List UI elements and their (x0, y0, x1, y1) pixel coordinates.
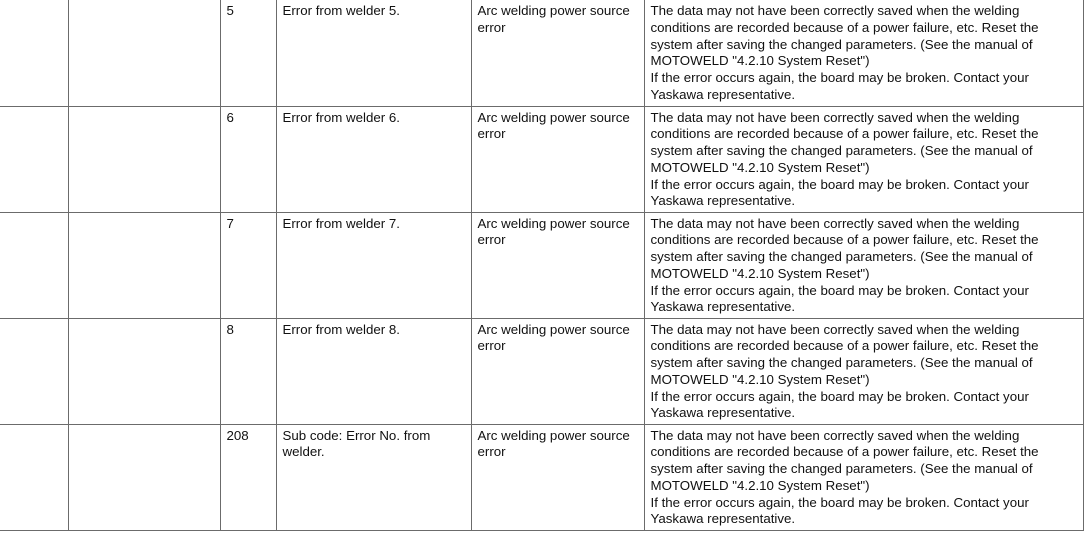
alarm-message-cell (68, 424, 220, 530)
remedy-text: The data may not have been correctly saved when the welding conditions are recorded because of a power failure, etc. Reset the system after saving the changed parameters. (See the manual of MOTOWELD "4.2.10 System Reset") (650, 427, 1039, 493)
remedy-contact-text: If the error occurs again, the board may be broken. Contact your Yaskawa representative. (650, 494, 1029, 527)
table-row (0, 106, 1083, 212)
alarm-number-cell (0, 212, 68, 318)
alarm-message-cell (68, 212, 220, 318)
alarm-message-cell (68, 106, 220, 212)
remedy-cell (644, 424, 1083, 530)
remedy-cell (644, 318, 1083, 424)
sub-code-cell: 7 (220, 212, 276, 318)
remedy-cell (644, 106, 1083, 212)
remedy-text: The data may not have been correctly saved when the welding conditions are recorded because of a power failure, etc. Reset the system after saving the changed parameters. (See the manual of MOTOWELD "4.2.10 System Reset") (650, 215, 1039, 281)
table-row (0, 212, 1083, 318)
meaning-cell: Error from welder 5. (276, 0, 471, 106)
alarm-number-cell (0, 106, 68, 212)
table-row (0, 0, 1083, 106)
sub-code-cell: 5 (220, 0, 276, 106)
sub-code-cell: 208 (220, 424, 276, 530)
cause-cell: Arc welding power source error (471, 0, 644, 106)
meaning-cell: Error from welder 8. (276, 318, 471, 424)
meaning-cell: Error from welder 7. (276, 212, 471, 318)
remedy-contact-text: If the error occurs again, the board may be broken. Contact your Yaskawa representative. (650, 388, 1029, 421)
sub-code-cell: 8 (220, 318, 276, 424)
remedy-contact-text: If the error occurs again, the board may be broken. Contact your Yaskawa representative. (650, 282, 1029, 315)
remedy-contact-text: If the error occurs again, the board may be broken. Contact your Yaskawa representative. (650, 176, 1029, 209)
remedy-text: The data may not have been correctly saved when the welding conditions are recorded because of a power failure, etc. Reset the system after saving the changed parameters. (See the manual of MOTOWELD "4.2.10 System Reset") (650, 3, 1039, 69)
cause-cell: Arc welding power source error (471, 212, 644, 318)
alarm-number-cell (0, 0, 68, 106)
meaning-cell: Sub code: Error No. from welder. (276, 424, 471, 530)
table-row (0, 318, 1083, 424)
remedy-text: The data may not have been correctly saved when the welding conditions are recorded because of a power failure, etc. Reset the system after saving the changed parameters. (See the manual of MOTOWELD "4.2.10 System Reset") (650, 321, 1039, 387)
remedy-cell (644, 0, 1083, 106)
meaning-cell: Error from welder 6. (276, 106, 471, 212)
sub-code-cell: 6 (220, 106, 276, 212)
remedy-cell (644, 212, 1083, 318)
alarm-message-cell (68, 0, 220, 106)
alarm-number-cell (0, 318, 68, 424)
remedy-contact-text: If the error occurs again, the board may be broken. Contact your Yaskawa representative. (650, 70, 1029, 102)
table-row (0, 424, 1083, 530)
cause-cell: Arc welding power source error (471, 318, 644, 424)
alarm-message-cell (68, 318, 220, 424)
alarm-number-cell (0, 424, 68, 530)
cause-cell: Arc welding power source error (471, 424, 644, 530)
remedy-text: The data may not have been correctly saved when the welding conditions are recorded because of a power failure, etc. Reset the system after saving the changed parameters. (See the manual of MOTOWELD "4.2.10 System Reset") (650, 109, 1039, 175)
cause-cell: Arc welding power source error (471, 106, 644, 212)
